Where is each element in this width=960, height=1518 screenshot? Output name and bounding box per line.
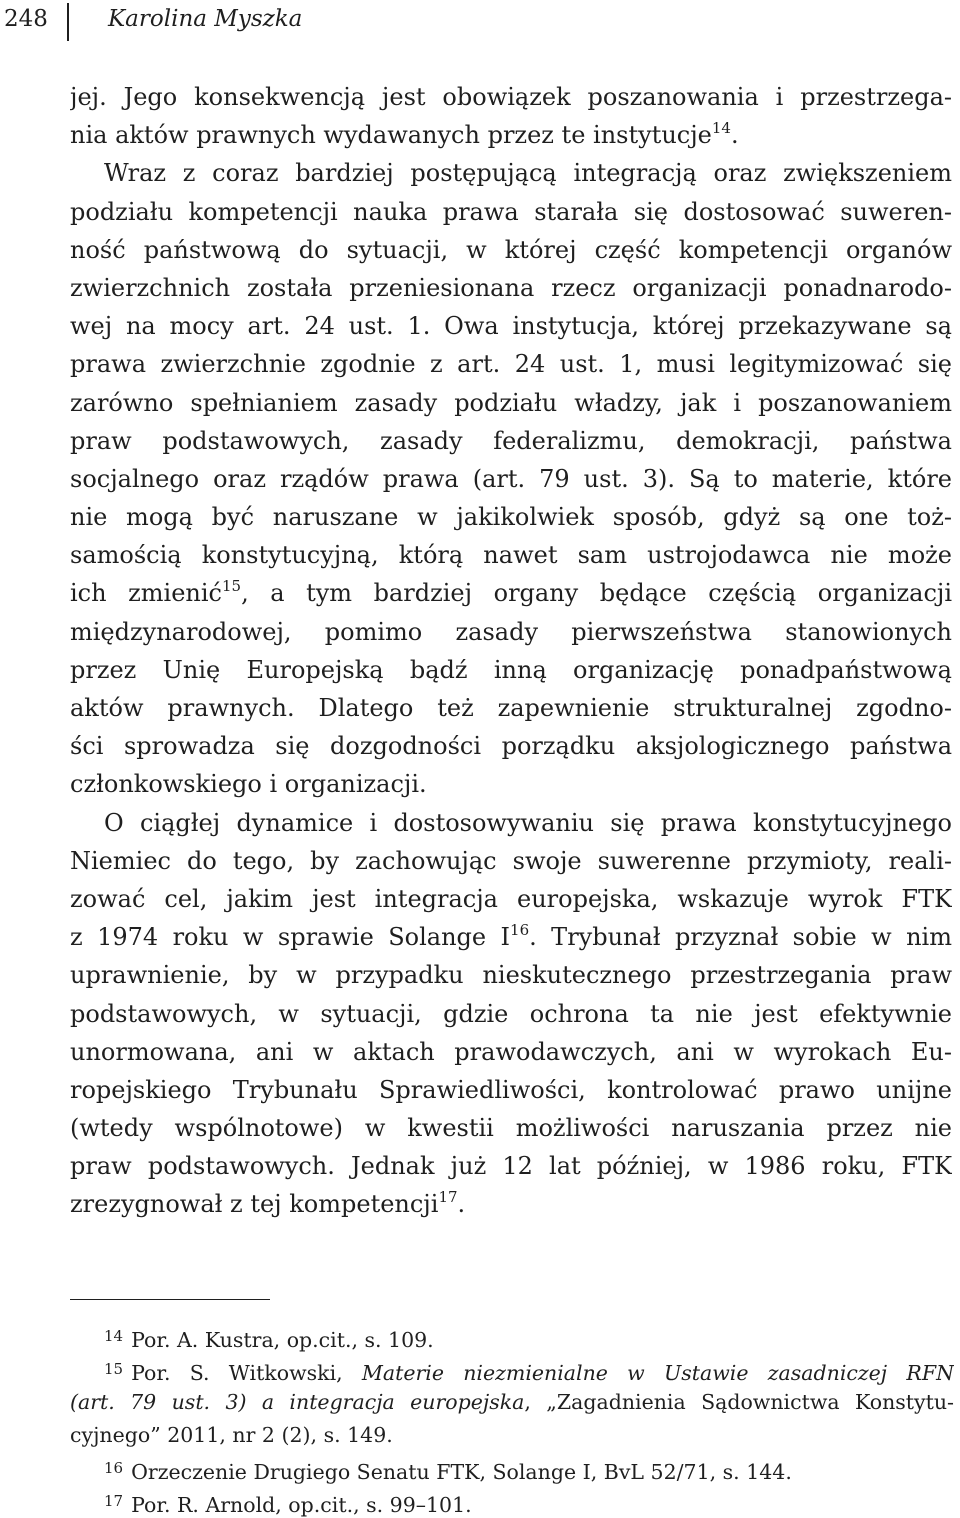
footnote-ref: 17 <box>438 1188 458 1207</box>
footnote-15: $^{15}$ Por. S. Witkowski, Materie niezmienialne w Ustawie zasadniczej RFN <box>104 1360 954 1385</box>
footnotes <box>70 1320 954 1518</box>
text-line: z 1974 roku w sprawie Solange $I^{16}$. Trybunał przyznał sobie w nim <box>70 921 952 952</box>
text-line: prawa zwierzchnie zgodnie z art. 24 ust. 1, musi legitymizować się <box>70 350 952 379</box>
text-line: Niemiec do tego, by zachowując swoje suwerenne przymioty, reali- <box>70 846 952 875</box>
text-line: praw podstawowych, zasady federalizmu, demokracji, państwa <box>70 426 952 455</box>
text-line: jej. Jego konsekwencją jest obowiązek poszanowania i przestrzega- <box>70 83 952 111</box>
text-line: unormowana, ani w aktach prawodawczych, ani w wyrokach Eu- <box>70 1037 952 1066</box>
text-line: podstawowych, w sytuacji, gdzie ochrona ta nie jest efektywnie <box>70 999 952 1028</box>
footnote-number: 14 <box>104 1327 124 1345</box>
text-line: zrezygnował z tej kompetencji$^{17}$. <box>70 1188 466 1219</box>
text-line: podziału kompetencji nauka prawa starała się dostosować suweren- <box>70 197 952 226</box>
text-line: socjalnego oraz rządów prawa (art. 79 ust. 3). Są to materie, które <box>70 464 952 493</box>
text-line: praw podstawowych. Jednak już 12 lat później, w 1986 roku, FTK <box>70 1152 952 1181</box>
text-line: zarówno spełnianiem zasady podziału władzy, jak i poszanowaniem <box>70 388 952 417</box>
text-line: ność państwową do sytuacji, w której część kompetencji organów <box>70 235 952 264</box>
text-line: ich zmienić$^{15}$, a tym bardziej organy będące częścią organizacji <box>70 577 952 608</box>
text-line: aktów prawnych. Dlatego też zapewnienie strukturalnej zgodno- <box>70 694 952 722</box>
page-number: 248 <box>4 6 48 32</box>
text-line: ropejskiego Trybunału Sprawiedliwości, kontrolować prawo unijne <box>70 1075 952 1104</box>
text-line: uprawnienie, by w przypadku nieskutecznego przestrzegania praw <box>70 961 952 990</box>
text-line: zwierzchnich została przeniesionana rzecz organizacji ponadnarodo- <box>70 273 952 302</box>
body-text <box>70 78 952 1224</box>
footnote-number: 15 <box>104 1360 124 1378</box>
text-line: wej na mocy art. 24 ust. 1. Owa instytucja, której przekazywane są <box>70 312 952 341</box>
running-head-author: Karolina Myszka <box>108 6 303 32</box>
header-divider <box>67 3 69 41</box>
footnote-number: 17 <box>104 1492 124 1510</box>
footnote-16: $^{16}$ Orzeczenie Drugiego Senatu FTK, Solange I, BvL 52/71, s. 144. <box>104 1459 792 1484</box>
footnote-17: $^{17}$ Por. R. Arnold, op.cit., s. 99–101. <box>104 1492 472 1517</box>
text-line: nia aktów prawnych wydawanych przez te instytucje$^{14}$. <box>70 119 739 150</box>
page-header <box>0 0 960 44</box>
text-line: O ciągłej dynamice i dostosowywaniu się prawa konstytucyjnego <box>104 808 952 837</box>
text-line: przez Unię Europejską bądź inną organizację ponadpaństwową <box>70 655 952 684</box>
text-line: nie mogą być naruszane w jakikolwiek sposób, gdyż są one toż- <box>70 503 952 532</box>
text-line: Wraz z coraz bardziej postępującą integracją oraz zwiększeniem <box>104 159 952 188</box>
footnote-ref: 15 <box>221 577 242 596</box>
footnote-separator <box>70 1299 270 1300</box>
footnote-ref: 14 <box>711 119 731 138</box>
text-line: członkowskiego i organizacji. <box>70 770 427 799</box>
text-line: ści sprowadza się dozgodności porządku aksjologicznego państwa <box>70 732 952 761</box>
text-line: międzynarodowej, pomimo zasady pierwszeństwa stanowionych <box>70 617 952 646</box>
footnote-14: $^{14}$ Por. A. Kustra, op.cit., s. 109. <box>104 1327 434 1352</box>
footnote-ref: 16 <box>510 921 530 940</box>
text-line: samością konstytucyjną, którą nawet sam ustrojodawca nie może <box>70 541 952 570</box>
footnote-15-cont: (art. 79 ust. 3) a integracja europejska, „Zagadnienia Sądownictwa Konstytu- <box>70 1390 954 1414</box>
text-line: zować cel, jakim jest integracja europejska, wskazuje wyrok FTK <box>70 884 952 913</box>
text-line: (wtedy wspólnotowe) w kwestii możliwości naruszania przez nie <box>70 1114 952 1143</box>
footnote-15-cont: cyjnego” 2011, nr 2 (2), s. 149. <box>70 1423 393 1447</box>
footnote-number: 16 <box>104 1459 124 1477</box>
